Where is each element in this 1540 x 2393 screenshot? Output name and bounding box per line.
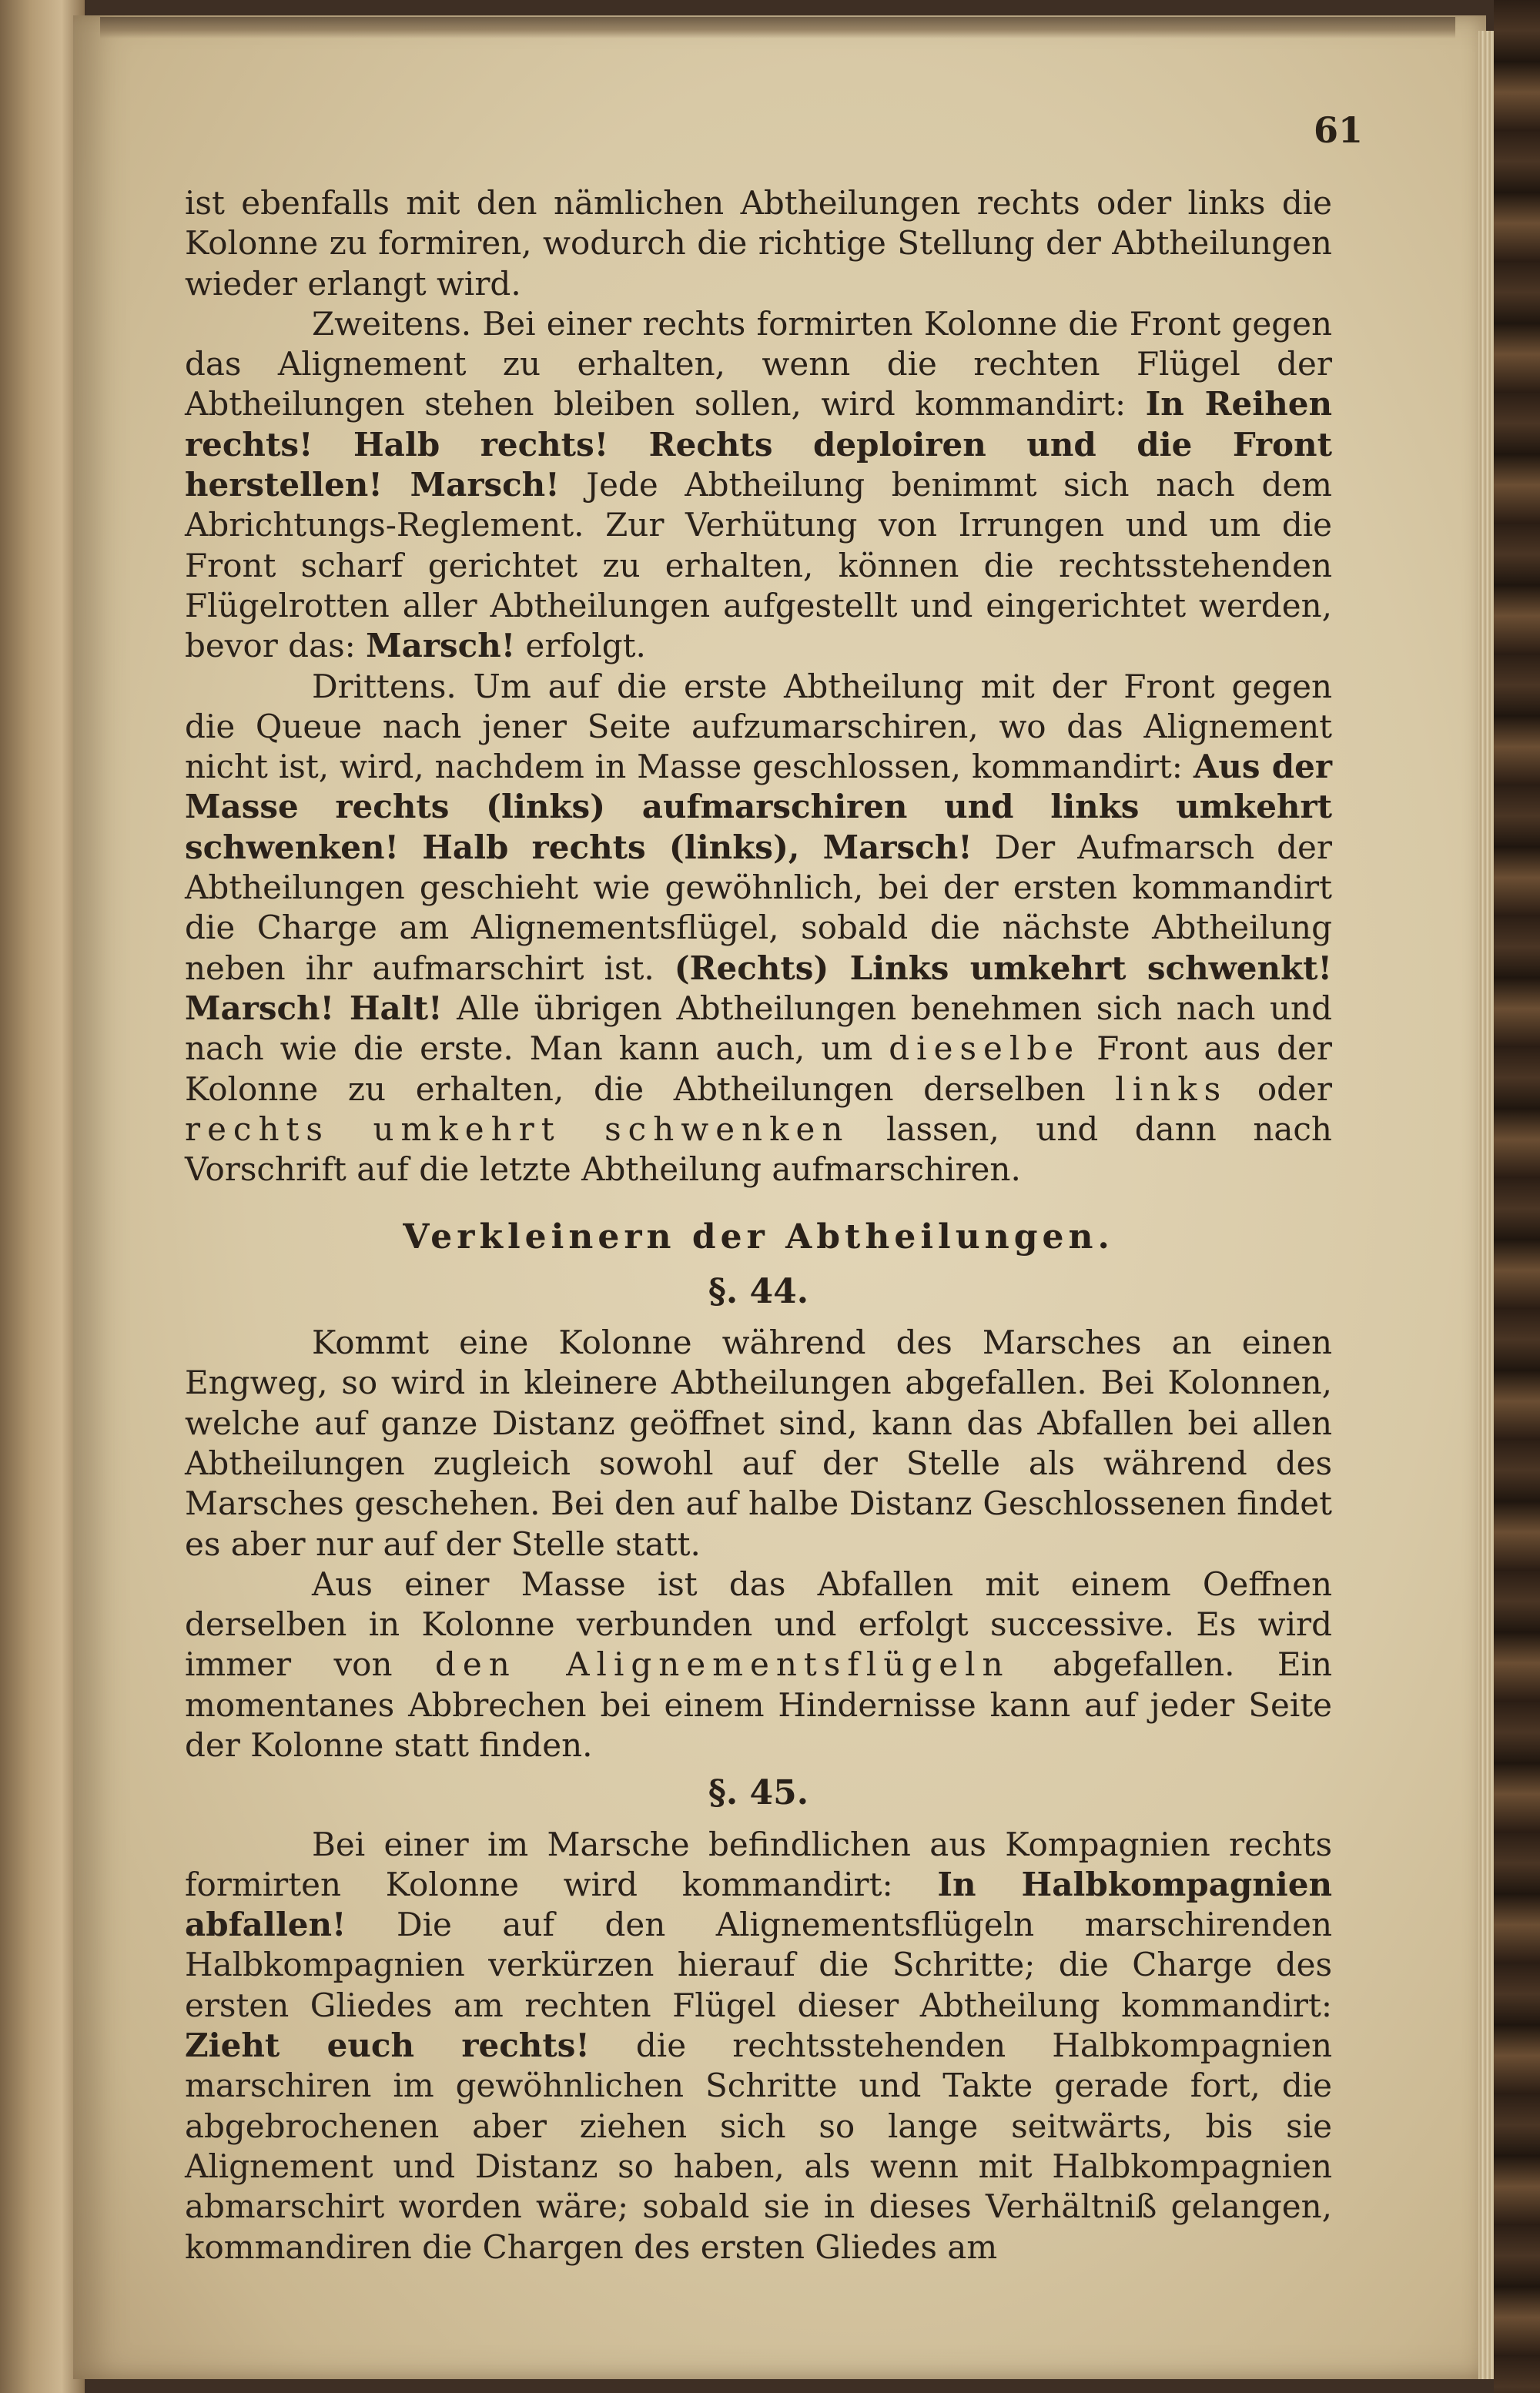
page-number: 61 xyxy=(1313,109,1363,151)
command-text: In Halbkompagnien abfallen! xyxy=(185,1865,1333,1944)
command-text: In Reihen rechts! Halb rechts! Rechts deploiren und die Front herstellen! Marsch! xyxy=(185,385,1332,504)
text-run: Der Aufmarsch der Abtheilungen geschieht wie gewöhnlich, bei der ersten kommandirt die Charge am Alignementsflügel, sobald die nächste Abtheilung neben ihr aufmarschirt ist. xyxy=(185,828,1332,987)
text-run: Alle übrigen Abtheilungen benehmen sich nach und nach wie die erste. Man kann auch, um xyxy=(185,989,1332,1068)
text-run: Die auf den Alignementsflügeln marschirenden Halbkompagnien verkürzen hierauf die Schritte; die Charge des ersten Gliedes am rechten Flügel dieser Abtheilung kommandirt: xyxy=(185,1906,1332,2024)
paragraph-44-2 xyxy=(185,1565,1332,1765)
book-cover-edge xyxy=(1494,0,1540,2393)
page-text xyxy=(185,183,1332,2267)
command-text: Aus der Masse rechts (links) aufmarschiren und links umkehrt schwenken! Halb rechts (links), Marsch! xyxy=(185,748,1332,866)
command-text: Marsch! xyxy=(366,627,516,665)
text-run: Aus einer Masse ist das Abfallen mit einem Oeffnen derselben in Kolonne verbunden und erfolgt successive. Es wird immer von xyxy=(185,1565,1332,1684)
spaced-text: dieselbe xyxy=(889,1029,1081,1068)
text-run: Bei einer im Marsche befindlichen aus Kompagnien rechts formirten Kolonne wird kommandirt: xyxy=(185,1825,1332,1903)
text-run: lassen, und dann nach Vorschrift auf die letzte Abtheilung aufmarschiren. xyxy=(185,1109,1332,1189)
text-run: Drittens. Um auf die erste Abtheilung mit der Front gegen die Queue nach jener Seite aufzumarschiren, wo das Alignement nicht ist, wird, nachdem in Masse geschlossen, kommandirt: xyxy=(185,667,1332,786)
paragraph-drittens xyxy=(185,667,1332,1190)
page-stack-edges xyxy=(1478,31,1495,2379)
text-run: erfolgt. xyxy=(515,627,646,665)
paragraph-1: ist ebenfalls mit den nämlichen Abtheilungen rechts oder links die Kolonne zu formiren, wodurch die richtige Stellung der Abtheilungen wieder erlangt wird. xyxy=(185,184,1332,303)
text-run: Jede Abtheilung benimmt sich nach dem Abrichtungs-Reglement. Zur Verhütung von Irrungen und um die Front scharf gerichtet zu erhalten, können die rechtsstehenden Flügelrotten aller Abtheilungen aufgestellt und eingerichtet werden, bevor das: xyxy=(185,466,1333,665)
left-page-edge xyxy=(0,0,85,2393)
text-run: oder xyxy=(1227,1069,1332,1108)
text-run: die rechtsstehenden Halbkompagnien marschiren im gewöhnlichen Schritte und Takte gerade fort, die abgebrochenen aber ziehen sich so lange seitwärts, bis sie Alignement und Distanz so haben, als wenn mit Halbkompagnien abmarschirt worden wäre; sobald sie in dieses Verhältniß gelangen, kommandiren die Chargen des ersten Gliedes am xyxy=(185,2027,1333,2266)
paragraph-44-1: Kommt eine Kolonne während des Marsches an einen Engweg, so wird in kleinere Abtheilungen abgefallen. Bei Kolonnen, welche auf ganze Distanz geöffnet sind, kann das Abfallen bei allen Abtheilungen zugleich sowohl auf der Stelle als während des Marsches geschehen. Bei den auf halbe Distanz Geschlossenen findet es aber nur auf der Stelle statt. xyxy=(185,1324,1332,1563)
section-heading: Verkleinern der Abtheilungen. xyxy=(403,1217,1114,1257)
command-text: Zieht euch rechts! xyxy=(185,2027,590,2065)
text-run: abgefallen. Ein momentanes Abbrechen bei einem Hindernisse kann auf jeder Seite der Kolonne statt finden. xyxy=(185,1645,1333,1764)
command-text: (Rechts) Links umkehrt schwenkt! Marsch! Halt! xyxy=(185,949,1332,1027)
text-run: Zweitens. Bei einer rechts formirten Kolonne die Front gegen das Alignement zu erhalten, wenn die rechten Flügel der Abtheilungen stehen bleiben sollen, wird kommandirt: xyxy=(185,304,1332,423)
paragraph-45-1 xyxy=(185,1825,1332,2267)
paragraph-zweitens xyxy=(185,304,1332,667)
top-shadow-band xyxy=(100,17,1455,38)
spaced-text: rechts umkehrt schwenken xyxy=(185,1109,850,1148)
text-run: Front aus der Kolonne zu erhalten, die Abtheilungen derselben xyxy=(185,1029,1332,1108)
section-number-45: §. 45. xyxy=(708,1773,809,1813)
section-number-44: §. 44. xyxy=(708,1271,809,1311)
spaced-text: links xyxy=(1115,1069,1228,1108)
spaced-text: den Alignementsflügeln xyxy=(434,1645,1010,1684)
